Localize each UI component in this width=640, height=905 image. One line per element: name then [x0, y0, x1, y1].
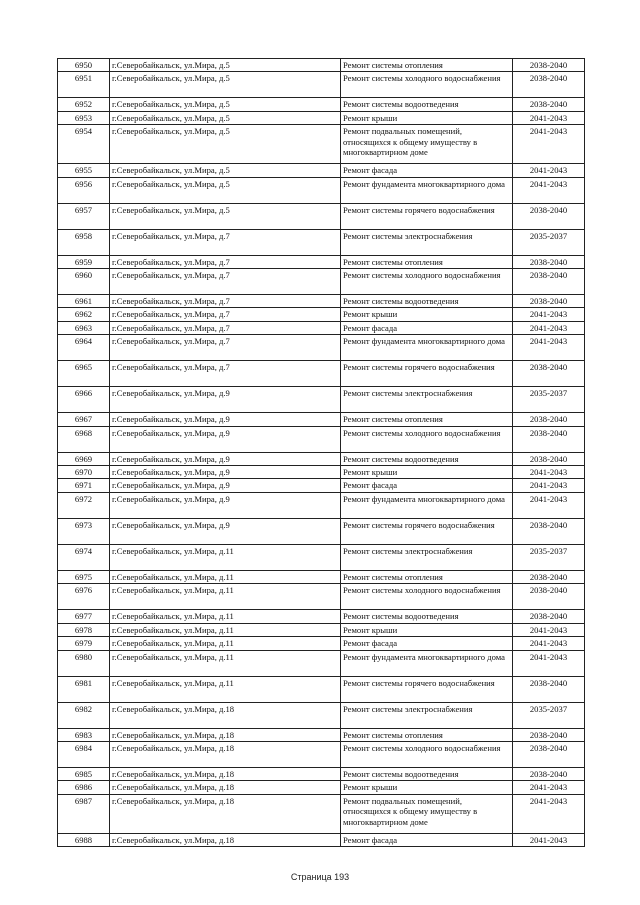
work-type-cell: Ремонт системы горячего водоснабжения — [341, 518, 513, 544]
address-cell: г.Северобайкальск, ул.Мира, д.7 — [110, 308, 341, 321]
period-cell: 2038-2040 — [513, 728, 585, 741]
period-cell: 2038-2040 — [513, 584, 585, 610]
period-cell: 2035-2037 — [513, 387, 585, 413]
table-row — [58, 203, 585, 229]
period-cell: 2035-2037 — [513, 544, 585, 570]
work-type-cell: Ремонт системы отопления — [341, 570, 513, 583]
work-type-cell: Ремонт подвальных помещений, относящихся к общему имуществу в многоквартирном доме — [341, 125, 513, 164]
address-cell: г.Северобайкальск, ул.Мира, д.5 — [110, 111, 341, 124]
row-number-cell: 6983 — [58, 728, 110, 741]
period-cell: 2041-2043 — [513, 335, 585, 361]
address-cell: г.Северобайкальск, ул.Мира, д.11 — [110, 676, 341, 702]
work-type-cell: Ремонт фасада — [341, 479, 513, 492]
work-type-cell: Ремонт системы горячего водоснабжения — [341, 361, 513, 387]
work-type-cell: Ремонт крыши — [341, 111, 513, 124]
table-row — [58, 335, 585, 361]
row-number-cell: 6960 — [58, 269, 110, 295]
table-row — [58, 584, 585, 610]
row-number-cell: 6961 — [58, 295, 110, 308]
table-row — [58, 767, 585, 780]
address-cell: г.Северобайкальск, ул.Мира, д.9 — [110, 479, 341, 492]
period-cell: 2035-2037 — [513, 702, 585, 728]
period-cell: 2041-2043 — [513, 321, 585, 334]
work-type-cell: Ремонт системы отопления — [341, 255, 513, 268]
period-cell: 2038-2040 — [513, 295, 585, 308]
address-cell: г.Северобайкальск, ул.Мира, д.5 — [110, 177, 341, 203]
period-cell: 2041-2043 — [513, 492, 585, 518]
work-type-cell: Ремонт крыши — [341, 623, 513, 636]
row-number-cell: 6986 — [58, 781, 110, 794]
row-number-cell: 6971 — [58, 479, 110, 492]
work-type-cell: Ремонт системы холодного водоснабжения — [341, 584, 513, 610]
work-type-cell: Ремонт крыши — [341, 781, 513, 794]
period-cell: 2038-2040 — [513, 255, 585, 268]
table-row — [58, 637, 585, 650]
work-type-cell: Ремонт фундамента многоквартирного дома — [341, 492, 513, 518]
period-cell: 2041-2043 — [513, 794, 585, 833]
address-cell: г.Северобайкальск, ул.Мира, д.7 — [110, 321, 341, 334]
address-cell: г.Северобайкальск, ул.Мира, д.7 — [110, 335, 341, 361]
address-cell: г.Северобайкальск, ул.Мира, д.18 — [110, 702, 341, 728]
address-cell: г.Северобайкальск, ул.Мира, д.18 — [110, 767, 341, 780]
table-row — [58, 466, 585, 479]
work-type-cell: Ремонт подвальных помещений, относящихся к общему имуществу в многоквартирном доме — [341, 794, 513, 833]
period-cell: 2035-2037 — [513, 229, 585, 255]
row-number-cell: 6966 — [58, 387, 110, 413]
row-number-cell: 6978 — [58, 623, 110, 636]
table-row — [58, 650, 585, 676]
period-cell: 2038-2040 — [513, 741, 585, 767]
address-cell: г.Северобайкальск, ул.Мира, д.7 — [110, 255, 341, 268]
address-cell: г.Северобайкальск, ул.Мира, д.5 — [110, 164, 341, 177]
row-number-cell: 6981 — [58, 676, 110, 702]
work-type-cell: Ремонт системы электроснабжения — [341, 544, 513, 570]
table-row — [58, 98, 585, 111]
row-number-cell: 6982 — [58, 702, 110, 728]
row-number-cell: 6952 — [58, 98, 110, 111]
row-number-cell: 6967 — [58, 413, 110, 426]
address-cell: г.Северобайкальск, ул.Мира, д.18 — [110, 728, 341, 741]
table-row — [58, 111, 585, 124]
address-cell: г.Северобайкальск, ул.Мира, д.11 — [110, 544, 341, 570]
period-cell: 2038-2040 — [513, 676, 585, 702]
address-cell: г.Северобайкальск, ул.Мира, д.11 — [110, 637, 341, 650]
table-row — [58, 295, 585, 308]
table-row — [58, 676, 585, 702]
table-row — [58, 610, 585, 623]
address-cell: г.Северобайкальск, ул.Мира, д.11 — [110, 623, 341, 636]
work-type-cell: Ремонт фасада — [341, 833, 513, 846]
table-row — [58, 426, 585, 452]
register-table — [57, 58, 585, 847]
address-cell: г.Северобайкальск, ул.Мира, д.5 — [110, 59, 341, 72]
table-row — [58, 229, 585, 255]
work-type-cell: Ремонт системы электроснабжения — [341, 702, 513, 728]
address-cell: г.Северобайкальск, ул.Мира, д.9 — [110, 518, 341, 544]
table-row — [58, 741, 585, 767]
address-cell: г.Северобайкальск, ул.Мира, д.18 — [110, 794, 341, 833]
row-number-cell: 6955 — [58, 164, 110, 177]
row-number-cell: 6950 — [58, 59, 110, 72]
work-type-cell: Ремонт системы холодного водоснабжения — [341, 426, 513, 452]
period-cell: 2038-2040 — [513, 72, 585, 98]
address-cell: г.Северобайкальск, ул.Мира, д.7 — [110, 229, 341, 255]
row-number-cell: 6965 — [58, 361, 110, 387]
table-row — [58, 452, 585, 465]
work-type-cell: Ремонт системы водоотведения — [341, 295, 513, 308]
row-number-cell: 6972 — [58, 492, 110, 518]
address-cell: г.Северобайкальск, ул.Мира, д.9 — [110, 413, 341, 426]
period-cell: 2041-2043 — [513, 177, 585, 203]
address-cell: г.Северобайкальск, ул.Мира, д.7 — [110, 295, 341, 308]
table-row — [58, 479, 585, 492]
address-cell: г.Северобайкальск, ул.Мира, д.9 — [110, 492, 341, 518]
work-type-cell: Ремонт фасада — [341, 164, 513, 177]
row-number-cell: 6987 — [58, 794, 110, 833]
table-row — [58, 728, 585, 741]
work-type-cell: Ремонт фундамента многоквартирного дома — [341, 335, 513, 361]
period-cell: 2041-2043 — [513, 125, 585, 164]
period-cell: 2038-2040 — [513, 269, 585, 295]
period-cell: 2038-2040 — [513, 767, 585, 780]
row-number-cell: 6957 — [58, 203, 110, 229]
work-type-cell: Ремонт системы электроснабжения — [341, 229, 513, 255]
period-cell: 2041-2043 — [513, 781, 585, 794]
row-number-cell: 6953 — [58, 111, 110, 124]
work-type-cell: Ремонт системы электроснабжения — [341, 387, 513, 413]
address-cell: г.Северобайкальск, ул.Мира, д.5 — [110, 125, 341, 164]
row-number-cell: 6979 — [58, 637, 110, 650]
period-cell: 2038-2040 — [513, 413, 585, 426]
work-type-cell: Ремонт системы отопления — [341, 728, 513, 741]
row-number-cell: 6974 — [58, 544, 110, 570]
row-number-cell: 6970 — [58, 466, 110, 479]
table-row — [58, 781, 585, 794]
work-type-cell: Ремонт фундамента многоквартирного дома — [341, 650, 513, 676]
address-cell: г.Северобайкальск, ул.Мира, д.9 — [110, 466, 341, 479]
period-cell: 2041-2043 — [513, 833, 585, 846]
row-number-cell: 6984 — [58, 741, 110, 767]
work-type-cell: Ремонт системы водоотведения — [341, 610, 513, 623]
address-cell: г.Северобайкальск, ул.Мира, д.11 — [110, 650, 341, 676]
work-type-cell: Ремонт фасада — [341, 637, 513, 650]
table-row — [58, 544, 585, 570]
table-row — [58, 361, 585, 387]
table-row — [58, 269, 585, 295]
row-number-cell: 6969 — [58, 452, 110, 465]
table-row — [58, 255, 585, 268]
row-number-cell: 6963 — [58, 321, 110, 334]
period-cell: 2041-2043 — [513, 308, 585, 321]
period-cell: 2041-2043 — [513, 623, 585, 636]
table-row — [58, 321, 585, 334]
table-row — [58, 518, 585, 544]
period-cell: 2041-2043 — [513, 111, 585, 124]
table-row — [58, 125, 585, 164]
row-number-cell: 6956 — [58, 177, 110, 203]
work-type-cell: Ремонт системы водоотведения — [341, 98, 513, 111]
work-type-cell: Ремонт системы отопления — [341, 59, 513, 72]
period-cell: 2038-2040 — [513, 452, 585, 465]
address-cell: г.Северобайкальск, ул.Мира, д.9 — [110, 387, 341, 413]
period-cell: 2041-2043 — [513, 650, 585, 676]
period-cell: 2038-2040 — [513, 518, 585, 544]
period-cell: 2038-2040 — [513, 426, 585, 452]
period-cell: 2038-2040 — [513, 361, 585, 387]
address-cell: г.Северобайкальск, ул.Мира, д.5 — [110, 203, 341, 229]
period-cell: 2041-2043 — [513, 637, 585, 650]
work-type-cell: Ремонт системы горячего водоснабжения — [341, 203, 513, 229]
work-type-cell: Ремонт фасада — [341, 321, 513, 334]
work-type-cell: Ремонт системы холодного водоснабжения — [341, 72, 513, 98]
row-number-cell: 6985 — [58, 767, 110, 780]
address-cell: г.Северобайкальск, ул.Мира, д.11 — [110, 584, 341, 610]
table-row — [58, 164, 585, 177]
work-type-cell: Ремонт системы отопления — [341, 413, 513, 426]
work-type-cell: Ремонт системы водоотведения — [341, 452, 513, 465]
row-number-cell: 6973 — [58, 518, 110, 544]
work-type-cell: Ремонт крыши — [341, 308, 513, 321]
period-cell: 2041-2043 — [513, 164, 585, 177]
work-type-cell: Ремонт системы горячего водоснабжения — [341, 676, 513, 702]
address-cell: г.Северобайкальск, ул.Мира, д.11 — [110, 570, 341, 583]
table-row — [58, 59, 585, 72]
address-cell: г.Северобайкальск, ул.Мира, д.9 — [110, 452, 341, 465]
period-cell: 2038-2040 — [513, 203, 585, 229]
row-number-cell: 6962 — [58, 308, 110, 321]
row-number-cell: 6977 — [58, 610, 110, 623]
table-row — [58, 623, 585, 636]
period-cell: 2038-2040 — [513, 570, 585, 583]
register-table-body — [58, 59, 585, 847]
work-type-cell: Ремонт системы холодного водоснабжения — [341, 269, 513, 295]
work-type-cell: Ремонт системы холодного водоснабжения — [341, 741, 513, 767]
table-row — [58, 413, 585, 426]
work-type-cell: Ремонт крыши — [341, 466, 513, 479]
period-cell: 2041-2043 — [513, 479, 585, 492]
table-row — [58, 308, 585, 321]
table-row — [58, 570, 585, 583]
row-number-cell: 6968 — [58, 426, 110, 452]
row-number-cell: 6980 — [58, 650, 110, 676]
page-footer — [0, 872, 640, 882]
address-cell: г.Северобайкальск, ул.Мира, д.7 — [110, 361, 341, 387]
table-row — [58, 794, 585, 833]
address-cell: г.Северобайкальск, ул.Мира, д.5 — [110, 72, 341, 98]
row-number-cell: 6975 — [58, 570, 110, 583]
row-number-cell: 6976 — [58, 584, 110, 610]
address-cell: г.Северобайкальск, ул.Мира, д.5 — [110, 98, 341, 111]
page-number: Страница 193 — [290, 872, 350, 882]
table-row — [58, 387, 585, 413]
period-cell: 2038-2040 — [513, 610, 585, 623]
work-type-cell: Ремонт системы водоотведения — [341, 767, 513, 780]
period-cell: 2041-2043 — [513, 466, 585, 479]
address-cell: г.Северобайкальск, ул.Мира, д.18 — [110, 741, 341, 767]
address-cell: г.Северобайкальск, ул.Мира, д.11 — [110, 610, 341, 623]
row-number-cell: 6964 — [58, 335, 110, 361]
period-cell: 2038-2040 — [513, 59, 585, 72]
address-cell: г.Северобайкальск, ул.Мира, д.7 — [110, 269, 341, 295]
row-number-cell: 6954 — [58, 125, 110, 164]
row-number-cell: 6959 — [58, 255, 110, 268]
period-cell: 2038-2040 — [513, 98, 585, 111]
table-row — [58, 833, 585, 846]
table-row — [58, 72, 585, 98]
row-number-cell: 6988 — [58, 833, 110, 846]
address-cell: г.Северобайкальск, ул.Мира, д.18 — [110, 833, 341, 846]
address-cell: г.Северобайкальск, ул.Мира, д.9 — [110, 426, 341, 452]
table-row — [58, 177, 585, 203]
address-cell: г.Северобайкальск, ул.Мира, д.18 — [110, 781, 341, 794]
work-type-cell: Ремонт фундамента многоквартирного дома — [341, 177, 513, 203]
table-row — [58, 702, 585, 728]
table-row — [58, 492, 585, 518]
row-number-cell: 6958 — [58, 229, 110, 255]
row-number-cell: 6951 — [58, 72, 110, 98]
